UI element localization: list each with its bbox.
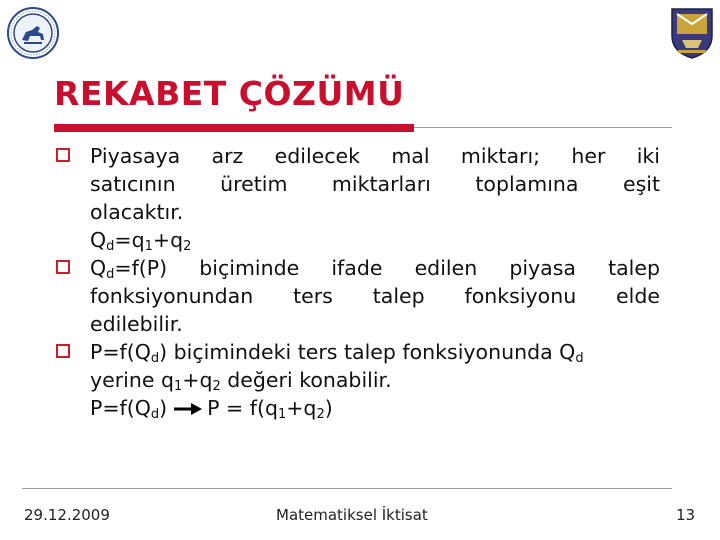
- bullet-text-line: fonksiyonundan ters talep fonksiyonu elde: [90, 284, 660, 308]
- bullet-item: [56, 254, 660, 338]
- university-seal-logo: [6, 6, 60, 60]
- bullet-item: [56, 338, 660, 423]
- bullet-text-line: yerine $q_1+q_2$ değeri konabilir.: [90, 368, 392, 394]
- formula-line: $P=f(Q_d) P = f(q_1+q_2)$: [90, 396, 333, 422]
- slide-title: REKABET ÇÖZÜMÜ: [54, 74, 405, 113]
- footer-course-title: Matematiksel İktisat: [276, 506, 428, 524]
- bullet-text-line: edilebilir.: [90, 312, 183, 336]
- bullet-text-line: satıcının üretim miktarları toplamına eşit: [90, 172, 660, 196]
- title-accent-bar: [54, 124, 414, 132]
- bullet-item: [56, 142, 660, 254]
- slide-number: 13: [676, 506, 696, 524]
- bullet-text-line: olacaktır.: [90, 200, 184, 224]
- footer-rule: [22, 488, 672, 489]
- square-bullet-icon: [56, 148, 70, 162]
- square-bullet-icon: [56, 260, 70, 274]
- faculty-shield-logo: [668, 6, 716, 60]
- bullet-text-line: $P=f(Q_d)$ biçimindeki ters talep fonksiyonunda $Q_d$: [90, 340, 584, 366]
- right-arrow-icon: [173, 395, 203, 423]
- bullet-text-line: Piyasaya arz edilecek mal miktarı; her iki: [90, 144, 660, 168]
- slide-content: [56, 142, 660, 423]
- formula-line: $Q_d=q_1+q_2$: [90, 228, 192, 254]
- square-bullet-icon: [56, 344, 70, 358]
- footer-date: 29.12.2009: [24, 506, 110, 524]
- bullet-text-line: $Q_d=f(P)$ biçiminde ifade edilen piyasa talep: [90, 256, 660, 282]
